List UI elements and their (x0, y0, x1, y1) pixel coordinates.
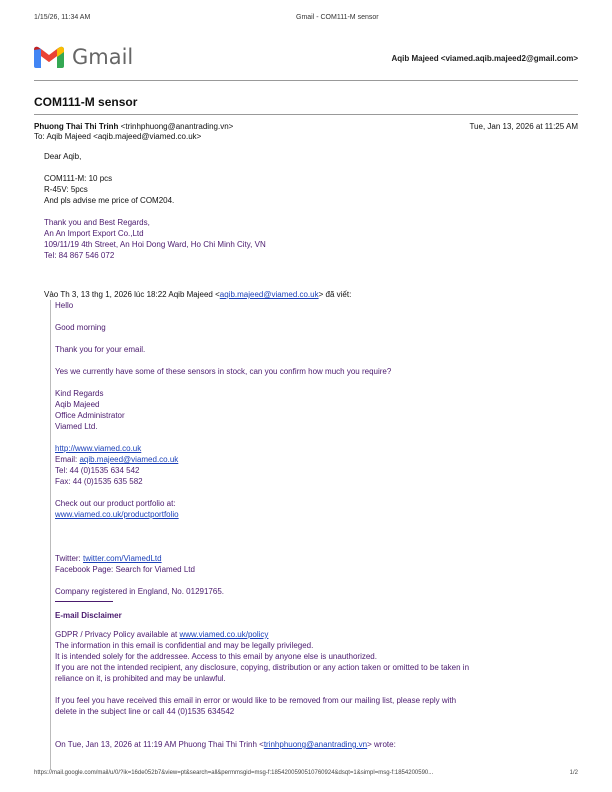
gdpr-link[interactable]: www.viamed.co.uk/policy (179, 630, 269, 639)
quote-line: Good morning (55, 323, 106, 332)
sender-name: Phuong Thai Thi Trinh (34, 122, 119, 131)
message-body (44, 151, 564, 261)
signature (44, 217, 564, 261)
legal-line: The information in this email is confidential and may be legally privileged. (55, 641, 314, 650)
facebook-line: Facebook Page: Search for Viamed Ltd (55, 565, 195, 574)
body-line: R-45V: 5pcs (44, 185, 88, 194)
thread-subject: COM111-M sensor (34, 95, 138, 109)
body-line: COM111-M: 10 pcs (44, 174, 113, 183)
header-divider (34, 80, 578, 81)
nested-quote-email-link[interactable]: trinhphuong@anantrading.vn (263, 740, 368, 749)
quoted-message (50, 300, 595, 770)
body-line: Dear Aqib, (44, 152, 82, 161)
signature-line: Thank you and Best Regards, (44, 218, 150, 227)
subject-divider (34, 114, 578, 115)
nested-quote-suffix: > wrote: (367, 740, 396, 749)
tel-line: Tel: 44 (0)1535 634 542 (55, 466, 140, 475)
message-from (34, 122, 233, 131)
legal-line: If you are not the intended recipient, any disclosure, copying, distribution or any action taken or omitted to be taken in (55, 663, 470, 672)
message-date: Tue, Jan 13, 2026 at 11:25 AM (469, 122, 578, 131)
message-to: To: Aqib Majeed <aqib.majeed@viamed.co.uk> (34, 132, 202, 141)
legal-line: It is intended solely for the addressee. Access to this email by anyone else is unauthorized. (55, 652, 377, 661)
print-url: https://mail.google.com/mail/u/0/?ik=16de052b7&view=pt&search=all&permmsgid=msg-f:1854200590510760924&dsqt=1&simpl=msg-f:1854200590... (34, 770, 434, 776)
gmail-wordmark: Gmail (72, 45, 134, 69)
quote-signoff-line: Viamed Ltd. (55, 422, 98, 431)
quote-signoff-line: Aqib Majeed (55, 400, 100, 409)
body-line: And pls advise me price of COM204. (44, 196, 175, 205)
print-title: Gmail - COM111-M sensor (296, 14, 379, 21)
fax-line: Fax: 44 (0)1535 635 582 (55, 477, 143, 486)
quote-signoff-line: Office Administrator (55, 411, 125, 420)
gdpr-text: GDPR / Privacy Policy available at (55, 630, 180, 639)
quote-signoff-line: Kind Regards (55, 389, 104, 398)
quote-line: Hello (55, 301, 74, 310)
twitter-link[interactable]: twitter.com/ViamedLtd (83, 554, 162, 563)
company-line: Company registered in England, No. 01291765. (55, 587, 224, 596)
website-link[interactable]: http://www.viamed.co.uk (55, 444, 142, 453)
signature-line: Tel: 84 867 546 072 (44, 251, 115, 260)
quote-header-suffix: > đã viết: (318, 290, 352, 299)
quote-header-email-link[interactable]: aqib.majeed@viamed.co.uk (219, 290, 319, 299)
nested-quote-text: On Tue, Jan 13, 2026 at 11:19 AM Phuong Thai Thi Trinh < (55, 740, 264, 749)
email-label: Email: (55, 455, 80, 464)
legal-line: reliance on it, is prohibited and may be unlawful. (55, 674, 226, 683)
twitter-label: Twitter: (55, 554, 84, 563)
removal-line: delete in the subject line or call 44 (0)1535 634542 (55, 707, 235, 716)
signature-line: 109/11/19 4th Street, An Hoi Dong Ward, Ho Chi Minh City, VN (44, 240, 266, 249)
quote-line: Yes we currently have some of these sensors in stock, can you confirm how much you require? (55, 367, 392, 376)
account-label: Aqib Majeed <viamed.aqib.majeed2@gmail.com> (391, 54, 578, 63)
portfolio-text: Check out our product portfolio at: (55, 499, 176, 508)
print-page-number: 1/2 (569, 770, 578, 776)
quote-header-text: Vào Th 3, 13 thg 1, 2026 lúc 18:22 Aqib Majeed < (44, 290, 220, 299)
signature-line: An An Import Export Co.,Ltd (44, 229, 144, 238)
quote-line: Thank you for your email. (55, 345, 146, 354)
sender-email[interactable]: <trinhphuong@anantrading.vn> (120, 122, 234, 131)
quote-header (44, 290, 351, 299)
disclaimer-title: E-mail Disclaimer (55, 611, 122, 620)
removal-line: If you feel you have received this email in error or would like to be removed from our mailing list, please reply with (55, 696, 457, 705)
email-link[interactable]: aqib.majeed@viamed.co.uk (79, 455, 179, 464)
gmail-logo-icon (34, 46, 64, 68)
portfolio-link[interactable]: www.viamed.co.uk/productportfolio (55, 510, 179, 519)
disclaimer-divider (55, 601, 113, 602)
print-datetime: 1/15/26, 11:34 AM (34, 14, 91, 21)
